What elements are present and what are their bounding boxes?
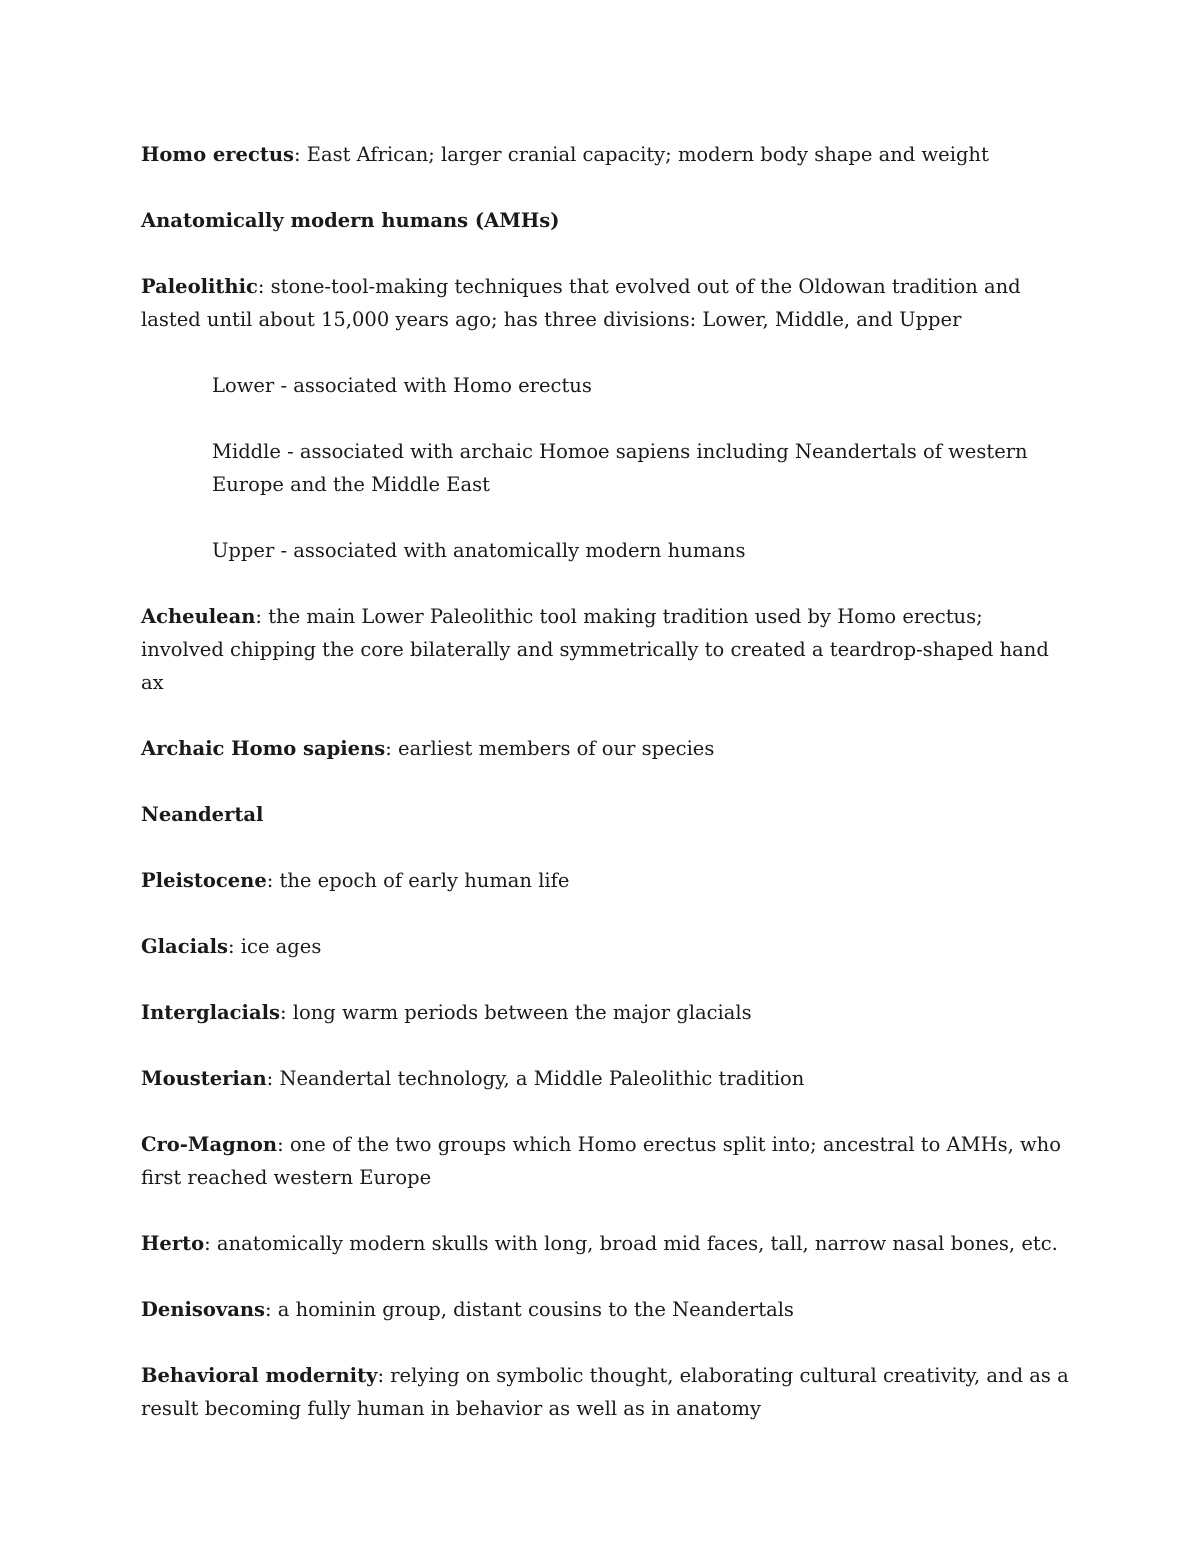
entry-separator: : (385, 737, 399, 760)
entry-term: Anatomically modern humans (AMHs) (141, 209, 560, 232)
entry-definition: long warm periods between the major glacials (292, 1001, 752, 1024)
entry-separator: : (265, 1298, 278, 1321)
glossary-entry (141, 270, 1071, 336)
glossary-entry (141, 1293, 1071, 1326)
entry-definition: the epoch of early human life (279, 869, 570, 892)
division-text: Middle - associated with archaic Homoe sapiens including Neandertals of western Europe and the Middle East (212, 440, 1028, 496)
entry-term: Behavioral modernity (141, 1364, 378, 1387)
division-text: Lower - associated with Homo erectus (212, 374, 592, 397)
glossary-entry (141, 1062, 1071, 1095)
entry-term: Homo erectus (141, 143, 294, 166)
entry-separator: : (255, 605, 269, 628)
entry-definition: ice ages (240, 935, 322, 958)
entry-term: Mousterian (141, 1067, 267, 1090)
entry-separator: : (293, 143, 307, 166)
entry-separator: : (266, 1067, 280, 1090)
glossary-entry (141, 600, 1071, 699)
entry-definition: East African; larger cranial capacity; modern body shape and weight (306, 143, 989, 166)
entry-term: Denisovans (141, 1298, 266, 1321)
entry-term: Pleistocene (141, 869, 267, 892)
entry-term: Neandertal (141, 803, 264, 826)
entry-term: Paleolithic (141, 275, 258, 298)
division-text: Upper - associated with anatomically modern humans (212, 539, 746, 562)
entry-term: Herto (141, 1232, 205, 1255)
glossary (141, 138, 1071, 1458)
entry-definition: anatomically modern skulls with long, broad mid faces, tall, narrow nasal bones, etc. (216, 1232, 1058, 1255)
glossary-entry (141, 1128, 1071, 1194)
glossary-entry (141, 204, 1071, 237)
entry-definition: Neandertal technology, a Middle Paleolithic tradition (279, 1067, 805, 1090)
entry-separator: : (377, 1364, 391, 1387)
entry-term: Acheulean (141, 605, 256, 628)
entry-separator: : (266, 869, 280, 892)
glossary-entry (141, 798, 1071, 831)
glossary-entry (141, 732, 1071, 765)
glossary-entry (141, 138, 1071, 171)
paleolithic-division (212, 534, 1071, 567)
entry-definition: a hominin group, distant cousins to the Neandertals (277, 1298, 794, 1321)
entry-separator: : (257, 275, 271, 298)
entry-separator: : (204, 1232, 217, 1255)
glossary-entry (141, 996, 1071, 1029)
entry-separator: : (277, 1133, 290, 1156)
glossary-entry (141, 930, 1071, 963)
entry-term: Archaic Homo sapiens (141, 737, 386, 760)
entry-separator: : (228, 935, 241, 958)
entry-definition: earliest members of our species (398, 737, 715, 760)
entry-definition: one of the two groups which Homo erectus split into; ancestral to AMHs, who first reached western Europe (141, 1133, 1061, 1189)
glossary-entry (141, 1227, 1071, 1260)
entry-separator: : (279, 1001, 293, 1024)
entry-term: Interglacials (141, 1001, 280, 1024)
glossary-entry (141, 864, 1071, 897)
paleolithic-division (212, 435, 1071, 501)
entry-definition: relying on symbolic thought, elaborating cultural creativity, and as a result becoming fully human in behavior as well as in anatomy (141, 1364, 1069, 1420)
entry-term: Glacials (141, 935, 228, 958)
entry-definition: the main Lower Paleolithic tool making tradition used by Homo erectus; involved chipping the core bilaterally and symmetrically to created a teardrop-shaped hand ax (141, 605, 1049, 694)
entry-definition: stone-tool-making techniques that evolved out of the Oldowan tradition and lasted until about 15,000 years ago; has three divisions: Lower, Middle, and Upper (141, 275, 1021, 331)
glossary-entry (141, 1359, 1071, 1425)
paleolithic-division (212, 369, 1071, 402)
entry-term: Cro-Magnon (141, 1133, 278, 1156)
